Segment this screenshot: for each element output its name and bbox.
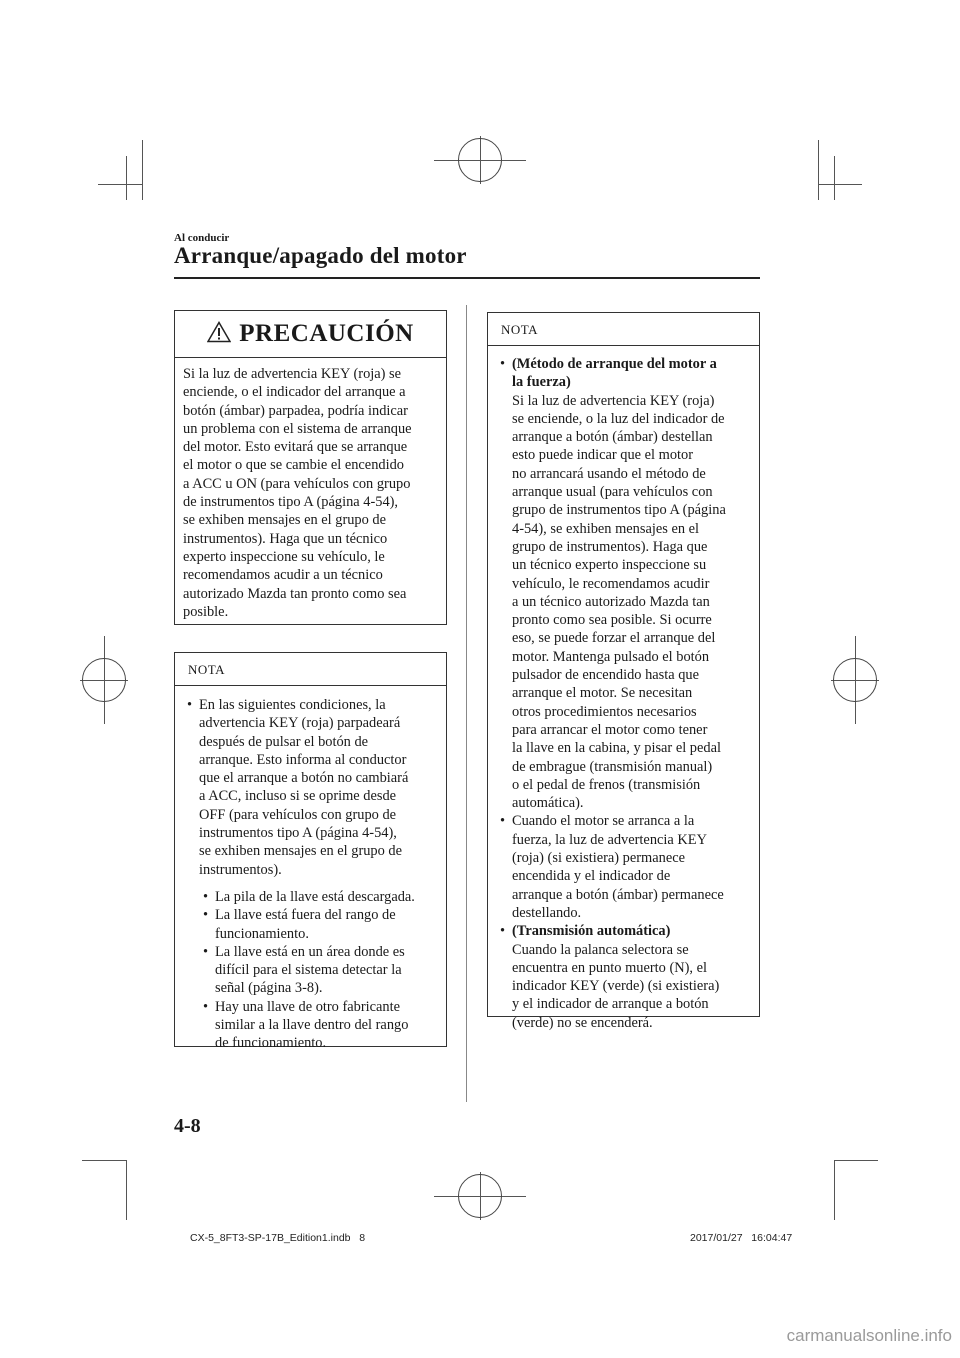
note-item-text [512, 812, 759, 922]
text-line: grupo de instrumentos). Haga que [512, 538, 708, 555]
text-line: encendida y el indicador de [512, 868, 671, 885]
bullet: • [203, 943, 209, 960]
note-title: NOTA [175, 653, 446, 686]
note-item-forced-start-result [488, 812, 759, 922]
caution-line: instrumentos). Haga que un técnico [183, 530, 388, 547]
text-line: fuerza, la luz de advertencia KEY [512, 831, 707, 848]
note-item-automatic [488, 922, 759, 1032]
text-line: o el pedal de frenos (transmisión [512, 776, 701, 793]
note-box-right [487, 312, 760, 1031]
note-item-forced-start [488, 355, 759, 812]
text-line: arranque el motor. Se necesitan [512, 685, 693, 702]
text-line: OFF (para vehículos con grupo de [199, 806, 397, 823]
text-line: Cuando el motor se arranca a la [512, 813, 695, 830]
note-item-text [199, 696, 446, 879]
text-line: grupo de instrumentos tipo A (página [512, 502, 726, 519]
caution-box [174, 310, 447, 625]
heading-line: la fuerza) [512, 374, 571, 391]
sub-item [175, 888, 446, 906]
sub-item [175, 906, 446, 943]
text-line: arranque usual (para vehículos con [512, 484, 713, 501]
note-box-left [174, 652, 447, 1052]
caution-line: de instrumentos tipo A (página 4-54), [183, 494, 399, 511]
text-line: señal (página 3-8). [215, 980, 323, 997]
text-line: y el indicador de arranque a botón [512, 996, 709, 1013]
text-line: otros procedimientos necesarios [512, 703, 697, 720]
caution-line: a ACC u ON (para vehículos con grupo [183, 475, 411, 492]
sub-item [175, 998, 446, 1053]
bullet: • [203, 907, 209, 924]
note-item [175, 696, 446, 879]
page-title: Arranque/apagado del motor [174, 243, 467, 268]
caution-line: autorizado Mazda tan pronto como sea [183, 585, 407, 602]
heading-line: (Método de arranque del motor a [512, 356, 717, 372]
text-line: Hay una llave de otro fabricante [215, 998, 400, 1015]
text-line: La pila de la llave está descargada. [215, 888, 415, 905]
text-line: se exhiben mensajes en el grupo de [199, 843, 403, 860]
caution-title: PRECAUCIÓN [239, 320, 414, 347]
text-line: pronto como sea posible. Si ocurre [512, 612, 712, 629]
text-line: Si la luz de advertencia KEY (roja) [512, 392, 715, 409]
note-body [488, 346, 759, 1032]
text-line: de embrague (transmisión manual) [512, 758, 713, 775]
text-line: no arrancará usando el método de [512, 465, 706, 482]
text-line: (verde) no se encenderá. [512, 1014, 653, 1031]
text-line: destellando. [512, 904, 582, 921]
text-line: indicador KEY (verde) (si existiera) [512, 978, 720, 995]
bullet: • [187, 697, 193, 713]
text-line: la llave en la cabina, y pisar el pedal [512, 740, 721, 757]
bullet: • [500, 813, 506, 830]
caution-line: recomendamos acudir a un técnico [183, 567, 383, 584]
text-line: instrumentos tipo A (página 4-54), [199, 825, 397, 842]
text-line: motor. Mantenga pulsado el botón [512, 648, 710, 665]
caution-line: del motor. Esto evitará que se arranque [183, 439, 408, 456]
warning-triangle-icon [207, 321, 231, 348]
caution-line: posible. [183, 603, 229, 620]
column-divider [466, 305, 467, 1102]
caution-line: enciende, o el indicador del arranque a [183, 384, 406, 401]
text-line: En las siguientes condiciones, la [199, 697, 386, 713]
bullet: • [500, 923, 506, 940]
text-line: después de pulsar el botón de [199, 733, 369, 750]
caution-header [175, 311, 446, 358]
text-line: arranque a botón (ámbar) destellan [512, 429, 713, 446]
caution-line: experto inspeccione su vehículo, le [183, 548, 385, 565]
heading-line: (Transmisión automática) [512, 923, 671, 940]
note-item-heading [512, 922, 759, 940]
text-line: esto puede indicar que el motor [512, 447, 694, 464]
text-line: instrumentos). [199, 861, 282, 878]
footer-timestamp: 2017/01/27 16:04:47 [690, 1232, 793, 1244]
text-line: (roja) (si existiera) permanece [512, 850, 685, 867]
caution-line: un problema con el sistema de arranque [183, 420, 412, 437]
caution-line: se exhiben mensajes en el grupo de [183, 512, 387, 529]
section-label: Al conducir [174, 232, 230, 244]
footer-file-info: CX-5_8FT3-SP-17B_Edition1.indb 8 [190, 1232, 366, 1244]
text-line: automática). [512, 795, 584, 812]
text-line: se enciende, o la luz del indicador de [512, 410, 725, 427]
text-line: un técnico experto inspeccione su [512, 557, 707, 574]
bullet: • [203, 998, 209, 1015]
text-line: La llave está fuera del rango de [215, 907, 396, 924]
text-line: similar a la llave dentro del rango [215, 1017, 409, 1034]
sub-list [175, 888, 446, 1053]
bullet: • [203, 888, 209, 905]
text-line: que el arranque a botón no cambiará [199, 770, 409, 787]
text-line: de funcionamiento. [215, 1035, 327, 1052]
note-item-heading [512, 355, 759, 392]
caution-line: botón (ámbar) parpadea, podría indicar [183, 402, 408, 419]
text-line: eso, se puede forzar el arranque del [512, 630, 716, 647]
note-item-text [512, 941, 759, 1032]
text-line: arranque a botón (ámbar) permanece [512, 886, 724, 903]
text-line: vehículo, le recomendamos acudir [512, 575, 710, 592]
text-line: difícil para el sistema detectar la [215, 962, 402, 979]
bullet: • [500, 356, 506, 372]
sub-item [175, 943, 446, 998]
text-line: pulsador de encendido hasta que [512, 667, 700, 684]
text-line: funcionamiento. [215, 925, 309, 942]
text-line: arranque. Esto informa al conductor [199, 751, 407, 768]
text-line: a ACC, incluso si se oprime desde [199, 788, 397, 805]
text-line: advertencia KEY (roja) parpadeará [199, 715, 401, 732]
text-line: La llave está en un área donde es [215, 943, 405, 960]
text-line: Cuando la palanca selectora se [512, 941, 689, 958]
text-line: 4-54), se exhiben mensajes en el [512, 520, 700, 537]
watermark: carmanualsonline.info [786, 1326, 952, 1345]
caution-line: Si la luz de advertencia KEY (roja) se [183, 366, 402, 382]
text-line: encuentra en punto muerto (N), el [512, 959, 707, 976]
title-rule [174, 277, 760, 279]
caution-text [175, 358, 446, 621]
caution-line: el motor o que se cambie el encendido [183, 457, 404, 474]
note-title: NOTA [488, 313, 759, 346]
page-number: 4-8 [174, 1115, 201, 1137]
text-line: para arrancar el motor como tener [512, 721, 708, 738]
text-line: a un técnico autorizado Mazda tan [512, 593, 710, 610]
note-body [175, 686, 446, 1053]
note-item-text [512, 392, 759, 813]
